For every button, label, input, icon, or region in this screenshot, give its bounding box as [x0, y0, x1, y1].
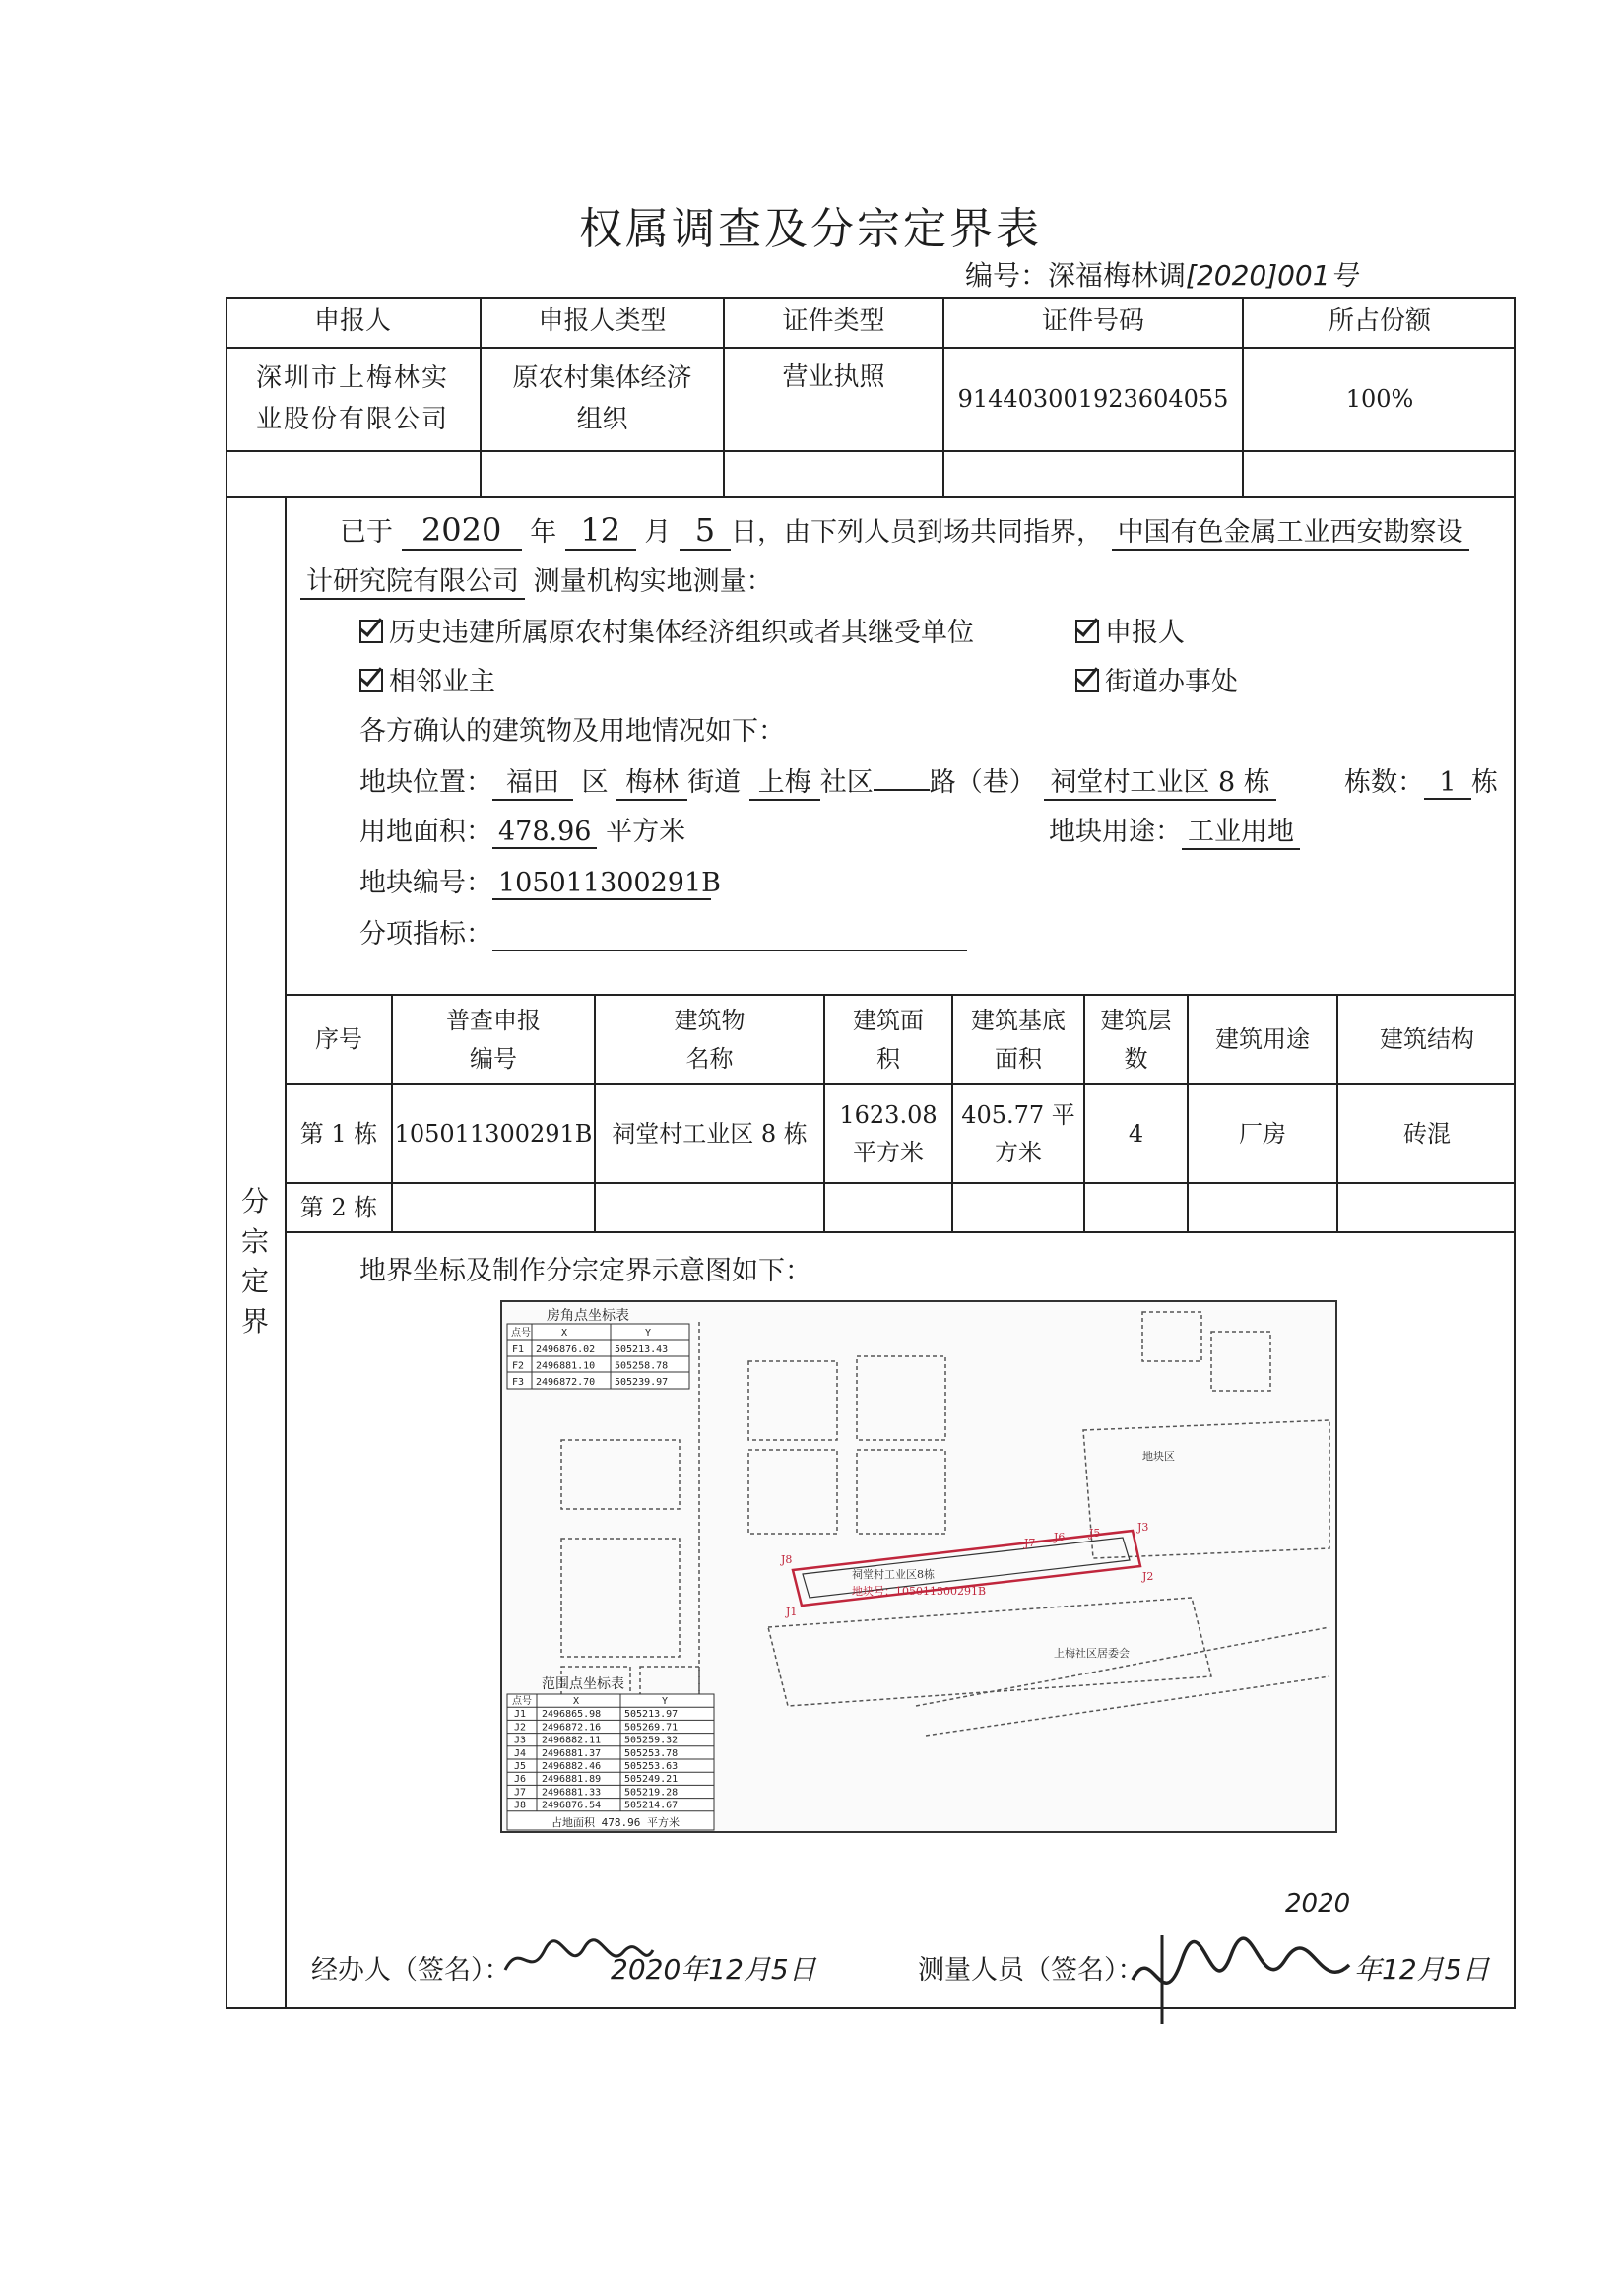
survey-org: 中国有色金属工业西安勘察设 — [1112, 510, 1469, 551]
range-cell: 505214.67 — [624, 1800, 679, 1811]
range-table — [507, 1694, 714, 1830]
handler-date: 2020年12月5日 — [611, 1953, 816, 1986]
bt-seq: 第 1 栋 — [299, 1119, 378, 1148]
applicant-type-line1: 原农村集体经济 — [512, 362, 692, 393]
map-building — [857, 1450, 945, 1534]
range-table-title: 范围点坐标表 — [542, 1676, 624, 1692]
cert-type: 营业执照 — [782, 362, 885, 393]
location-line — [359, 760, 1276, 801]
point-label-J5: J5 — [1089, 1527, 1101, 1540]
plot-line — [359, 861, 721, 900]
range-cell: 2496881.33 — [542, 1787, 602, 1799]
area-note: 占地面积 478.96 平方米 — [551, 1816, 680, 1829]
point-label-J7: J7 — [1024, 1537, 1036, 1549]
text: 路（巷） — [929, 767, 1036, 798]
use-line — [1049, 810, 1300, 850]
survey-line2 — [300, 559, 773, 600]
range-cell: 505253.78 — [624, 1747, 679, 1759]
check-label: 申报人 — [1105, 618, 1185, 648]
doc-number-label: 编号：深福梅林调 — [965, 259, 1187, 292]
bt-header-floors — [1085, 996, 1187, 1083]
header-cert-type: 证件类型 — [782, 306, 885, 337]
surveyor-year: 2020 — [1285, 1889, 1351, 1919]
text: 建筑面 — [853, 1007, 924, 1035]
check-label: 街道办事处 — [1105, 667, 1238, 697]
checkbox-icon — [359, 669, 383, 692]
check-item-4 — [1075, 660, 1238, 698]
map-building — [748, 1361, 837, 1440]
corner-table-title: 房角点坐标表 — [547, 1308, 629, 1324]
text: 年 — [530, 517, 557, 548]
map-building — [768, 1598, 1211, 1706]
text: 社区 — [819, 767, 874, 798]
bt-seq-2: 第 2 栋 — [299, 1193, 378, 1221]
header-applicant-type: 申报人类型 — [538, 306, 667, 337]
range-cell: 505253.63 — [624, 1761, 679, 1772]
text: 建筑物 — [674, 1007, 746, 1035]
text: 已于 — [340, 517, 393, 548]
range-cell: 2496876.54 — [542, 1800, 602, 1811]
range-cell: 2496881.37 — [542, 1747, 602, 1759]
building-count: 1 — [1424, 767, 1471, 800]
bt-header-base — [953, 996, 1083, 1083]
checkbox-icon — [1075, 620, 1099, 643]
district: 福田 — [492, 760, 573, 801]
plot-number: 105011300291B — [492, 868, 711, 900]
site-map-svg — [502, 1302, 1335, 1831]
map-building — [561, 1440, 680, 1509]
bt-name: 祠堂村工业区 8 栋 — [612, 1119, 808, 1148]
text: 地块编号： — [359, 868, 492, 898]
range-header: Y — [662, 1696, 669, 1707]
check-item-3 — [359, 660, 495, 698]
survey-line1 — [340, 510, 1469, 551]
corner-cell: 505213.43 — [615, 1345, 669, 1355]
cert-no: 914403001923604055 — [957, 385, 1229, 414]
text: 月 — [644, 517, 672, 548]
land-area: 478.96 — [492, 817, 597, 849]
page-title: 权属调查及分宗定界表 — [579, 204, 1042, 254]
bt-header-name — [596, 996, 823, 1083]
text: 地块位置： — [359, 767, 492, 798]
text: 积 — [876, 1044, 900, 1073]
corner-cell: F1 — [512, 1345, 525, 1355]
text: 街道 — [687, 767, 742, 798]
bt-code: 105011300291B — [394, 1119, 593, 1148]
text: 平方米 — [853, 1139, 924, 1166]
zone-label: 地块区 — [1142, 1450, 1175, 1463]
range-cell: J6 — [514, 1774, 527, 1786]
map-building — [1142, 1312, 1201, 1361]
bt-floors: 4 — [1128, 1119, 1144, 1148]
side-char: 定 — [240, 1265, 269, 1298]
applicant-name — [226, 349, 480, 450]
text: 名称 — [685, 1044, 734, 1073]
text: 用地面积： — [359, 817, 492, 847]
text: 区 — [581, 767, 609, 798]
point-label-J2: J2 — [1142, 1570, 1154, 1583]
range-header: 点号 — [512, 1696, 532, 1707]
bt-base — [953, 1085, 1083, 1182]
text: 方米 — [995, 1139, 1042, 1166]
range-cell: 505249.21 — [624, 1774, 679, 1786]
corner-cell: 2496876.02 — [536, 1345, 596, 1355]
text: 1623.08 — [839, 1100, 938, 1129]
corner-header: Y — [645, 1328, 652, 1339]
text: 建筑层 — [1100, 1007, 1172, 1035]
applicant-type-line2: 组织 — [576, 404, 628, 434]
text: 地块用途： — [1049, 817, 1182, 847]
side-char: 分 — [240, 1185, 269, 1217]
text: 日，由下列人员到场共同指界， — [730, 517, 1103, 548]
text: 编号 — [470, 1044, 517, 1073]
corner-cell: 505258.78 — [615, 1360, 669, 1372]
doc-number-value: [2020]001号 — [1186, 259, 1358, 292]
checkbox-icon — [1075, 669, 1099, 692]
community-label: 上梅社区居委会 — [1054, 1647, 1130, 1660]
survey-month: 12 — [565, 511, 636, 551]
range-cell: 2496882.11 — [542, 1735, 602, 1746]
header-cert-no: 证件号码 — [1041, 306, 1144, 337]
divider — [226, 496, 1516, 498]
bt-header-code — [393, 996, 594, 1083]
surveyor-label: 测量人员（签名）： — [918, 1955, 1144, 1986]
range-header: X — [573, 1696, 580, 1707]
applicant-name-line2: 业股份有限公司 — [255, 404, 449, 434]
map-building — [1211, 1332, 1270, 1391]
side-label — [226, 1182, 285, 1342]
text: 栋数： — [1344, 767, 1424, 798]
range-cell: J4 — [514, 1747, 527, 1759]
range-cell: J8 — [514, 1800, 527, 1811]
parcel-code: 地块号：105011300291B — [852, 1585, 987, 1598]
site: 祠堂村工业区 8 栋 — [1044, 760, 1275, 801]
point-label-J1: J1 — [786, 1606, 798, 1618]
corner-cell: 2496881.10 — [536, 1360, 596, 1372]
community: 上梅 — [749, 760, 820, 801]
side-char: 界 — [240, 1304, 269, 1338]
check-label: 历史违建所属原农村集体经济组织或者其继受单位 — [389, 618, 974, 648]
area-line — [359, 810, 685, 849]
survey-year: 2020 — [402, 511, 522, 551]
header-share: 所占份额 — [1328, 306, 1431, 337]
range-cell: J7 — [514, 1787, 527, 1799]
range-cell: 505219.28 — [624, 1787, 679, 1799]
bt-use: 厂房 — [1239, 1119, 1286, 1148]
range-cell: J3 — [514, 1735, 527, 1746]
surveyor-signature — [1123, 1921, 1359, 2029]
corner-cell: 2496872.70 — [536, 1377, 596, 1388]
check-item-1 — [359, 611, 974, 649]
bt-header-seq: 序号 — [315, 1025, 362, 1054]
range-cell: J2 — [514, 1722, 527, 1734]
check-item-2 — [1075, 611, 1185, 649]
text: 建筑基底 — [971, 1007, 1066, 1035]
range-cell: 505269.71 — [624, 1722, 679, 1734]
divider — [285, 1182, 1516, 1184]
range-cell: 2496881.89 — [542, 1774, 602, 1786]
map-building — [561, 1539, 680, 1657]
divider — [285, 1231, 1516, 1233]
bt-area — [825, 1085, 951, 1182]
bt-header-area — [825, 996, 951, 1083]
range-cell: 2496872.16 — [542, 1722, 602, 1734]
parcel-label: 祠堂村工业区8栋 — [852, 1568, 935, 1581]
corner-cell: F3 — [512, 1377, 525, 1388]
land-use: 工业用地 — [1182, 810, 1300, 850]
text: 数 — [1124, 1044, 1148, 1073]
text: 405.77 平 — [961, 1100, 1075, 1129]
bt-structure: 砖混 — [1403, 1119, 1451, 1148]
street: 梅林 — [616, 760, 687, 801]
bt-header-structure: 建筑结构 — [1380, 1025, 1474, 1054]
corner-cell: F2 — [512, 1360, 525, 1372]
bt-header-use: 建筑用途 — [1215, 1025, 1310, 1054]
text: 测量机构实地测量： — [533, 566, 773, 597]
point-label-J3: J3 — [1137, 1521, 1149, 1534]
text: 分项指标： — [359, 919, 492, 950]
corner-header: X — [561, 1328, 568, 1339]
handler-label: 经办人（签名）： — [311, 1955, 511, 1986]
map-building — [857, 1356, 945, 1440]
divider — [226, 450, 1516, 452]
doc-number — [965, 254, 1358, 294]
point-label-J6: J6 — [1054, 1531, 1066, 1543]
check-label: 相邻业主 — [389, 667, 495, 697]
checkbox-icon — [359, 620, 383, 643]
applicant-name-line1: 深圳市上梅林实 — [255, 362, 449, 393]
text: 面积 — [995, 1044, 1042, 1073]
range-cell: J5 — [514, 1761, 527, 1772]
map-building — [748, 1450, 837, 1534]
confirm-text: 各方确认的建筑物及用地情况如下： — [359, 716, 785, 747]
surveyor-date: 年12月5日 — [1354, 1953, 1490, 1986]
site-map — [500, 1300, 1337, 1833]
divider — [285, 496, 287, 2009]
share: 100% — [1345, 385, 1414, 414]
corner-cell: 505239.97 — [615, 1377, 669, 1388]
count-line — [1344, 760, 1498, 800]
point-label-J8: J8 — [781, 1553, 793, 1566]
text: 平方米 — [606, 817, 686, 847]
index-line — [359, 912, 967, 951]
applicant-type — [482, 349, 723, 450]
survey-org: 计研究院有限公司 — [300, 559, 525, 600]
survey-day: 5 — [680, 511, 731, 551]
side-char: 宗 — [240, 1224, 269, 1258]
text: 普查申报 — [446, 1007, 541, 1035]
range-cell: 2496865.98 — [542, 1709, 602, 1721]
text: 栋 — [1471, 767, 1498, 798]
header-applicant: 申报人 — [313, 306, 391, 337]
range-cell: 505213.97 — [624, 1709, 679, 1721]
range-cell: 2496882.46 — [542, 1761, 602, 1772]
range-cell: 505259.32 — [624, 1735, 679, 1746]
map-caption: 地界坐标及制作分宗定界示意图如下： — [359, 1256, 811, 1286]
corner-header: 点号 — [511, 1328, 531, 1339]
range-cell: J1 — [514, 1709, 527, 1721]
